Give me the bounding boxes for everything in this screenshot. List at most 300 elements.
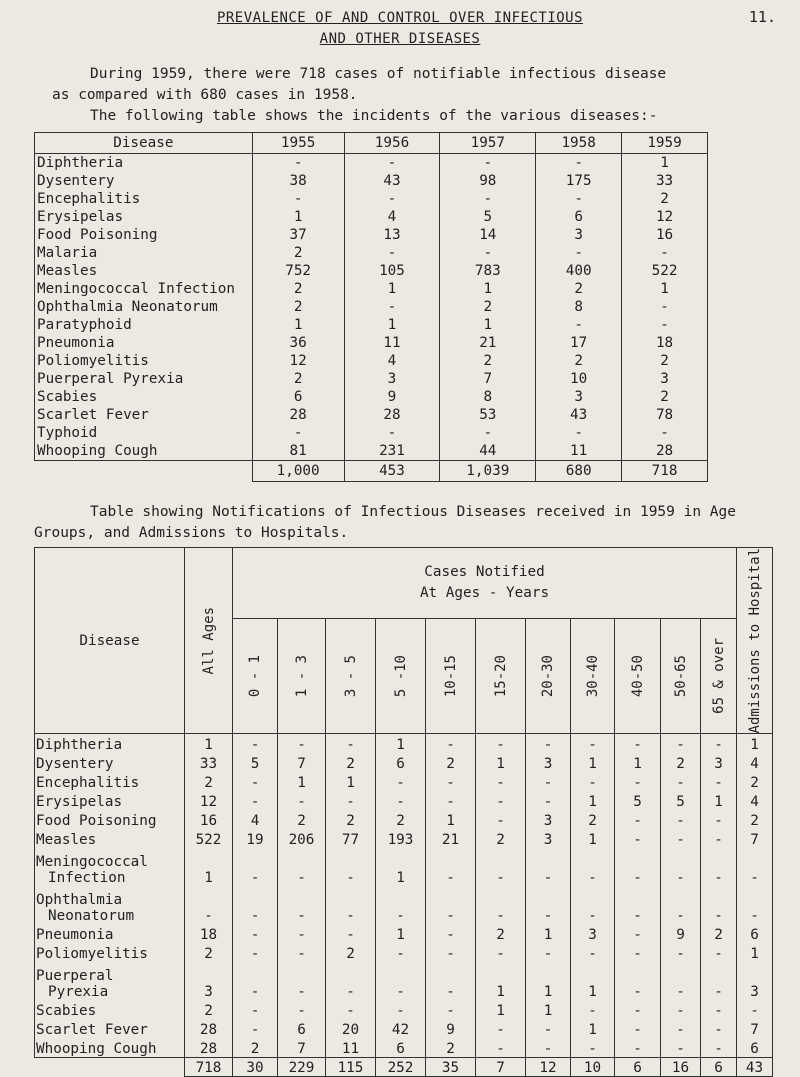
total-cell: 718 bbox=[622, 461, 708, 482]
table-row bbox=[35, 352, 708, 370]
table-cell: 193 bbox=[376, 829, 426, 848]
table-row bbox=[35, 334, 708, 352]
table-cell: - bbox=[476, 848, 526, 886]
table-cell: - bbox=[326, 734, 376, 754]
table-cell: - bbox=[615, 943, 661, 962]
table-cell: 3 bbox=[622, 370, 708, 388]
column-header: 1959 bbox=[622, 133, 708, 154]
table-cell: 3 bbox=[526, 829, 571, 848]
table-row bbox=[35, 172, 708, 190]
table-cell: - bbox=[278, 734, 326, 754]
table-cell: 1 bbox=[622, 280, 708, 298]
table-cell: 1 bbox=[571, 791, 615, 810]
table-cell: - bbox=[233, 886, 278, 924]
age-column-header: 3 - 5 bbox=[326, 618, 376, 734]
age-column-header: 15-20 bbox=[476, 618, 526, 734]
table-row bbox=[35, 298, 708, 316]
table-cell: - bbox=[344, 154, 440, 173]
table-cell: - bbox=[278, 962, 326, 1000]
table-cell: 1 bbox=[344, 280, 440, 298]
table-cell: 77 bbox=[326, 829, 376, 848]
table-cell: - bbox=[426, 943, 476, 962]
table-cell: 7 bbox=[737, 829, 773, 848]
disease-name: Dysentery bbox=[35, 172, 253, 190]
table-cell: 3 bbox=[526, 753, 571, 772]
table-cell: - bbox=[233, 1000, 278, 1019]
table-cell: 81 bbox=[252, 442, 344, 461]
table-cell: - bbox=[476, 791, 526, 810]
table-cell: - bbox=[476, 810, 526, 829]
disease-name: Puerperal Pyrexia bbox=[35, 962, 185, 1000]
table-cell: - bbox=[376, 772, 426, 791]
total-cell: 1,039 bbox=[440, 461, 536, 482]
table-cell: - bbox=[376, 962, 426, 1000]
table-cell: 2 bbox=[661, 753, 701, 772]
table-cell: - bbox=[615, 829, 661, 848]
table-cell: - bbox=[185, 886, 233, 924]
table-cell: 1 bbox=[185, 734, 233, 754]
table-cell: - bbox=[440, 424, 536, 442]
table-cell: 2 bbox=[252, 280, 344, 298]
table-cell: - bbox=[376, 886, 426, 924]
disease-name: Diphtheria bbox=[35, 154, 253, 173]
table-cell: 3 bbox=[526, 810, 571, 829]
table-cell: - bbox=[526, 791, 571, 810]
table-row bbox=[35, 280, 708, 298]
table-cell: 43 bbox=[344, 172, 440, 190]
page-title: PREVALENCE OF AND CONTROL OVER INFECTIOUS bbox=[216, 10, 584, 26]
table-cell: - bbox=[701, 829, 737, 848]
table-row bbox=[35, 753, 773, 772]
table-cell: 13 bbox=[344, 226, 440, 244]
table-row bbox=[35, 244, 708, 262]
table-cell: 1 bbox=[476, 753, 526, 772]
table-cell: - bbox=[615, 848, 661, 886]
disease-name: Ophthalmia Neonatorum bbox=[35, 298, 253, 316]
table-cell: - bbox=[278, 943, 326, 962]
table-cell: 11 bbox=[344, 334, 440, 352]
table-cell: - bbox=[526, 1019, 571, 1038]
disease-name: Encephalitis bbox=[35, 772, 185, 791]
table-cell: 12 bbox=[185, 791, 233, 810]
table-row bbox=[35, 226, 708, 244]
table-cell: - bbox=[426, 791, 476, 810]
table-cell: 2 bbox=[476, 829, 526, 848]
table-row bbox=[35, 1019, 773, 1038]
table-cell: 28 bbox=[622, 442, 708, 461]
table-cell: 2 bbox=[622, 352, 708, 370]
table-cell: 20 bbox=[326, 1019, 376, 1038]
table-cell: 1 bbox=[571, 753, 615, 772]
disease-name: Food Poisoning bbox=[35, 226, 253, 244]
table-cell: - bbox=[571, 848, 615, 886]
table-cell: - bbox=[233, 848, 278, 886]
table-cell: 7 bbox=[278, 1038, 326, 1058]
table-cell: - bbox=[571, 943, 615, 962]
table-cell: - bbox=[701, 772, 737, 791]
page-number: 11. bbox=[748, 8, 776, 26]
table-cell: 2 bbox=[326, 753, 376, 772]
table-cell: - bbox=[233, 1019, 278, 1038]
table-cell: 2 bbox=[326, 810, 376, 829]
table-cell: 2 bbox=[426, 1038, 476, 1058]
table-cell: - bbox=[326, 962, 376, 1000]
disease-name: Meningococcal Infection bbox=[35, 280, 253, 298]
table-cell: 1 bbox=[344, 316, 440, 334]
table-cell: - bbox=[278, 848, 326, 886]
table-cell: - bbox=[426, 924, 476, 943]
age-group-table bbox=[34, 547, 773, 1077]
table-cell: 1 bbox=[701, 791, 737, 810]
table-cell: 522 bbox=[622, 262, 708, 280]
table-cell: - bbox=[526, 886, 571, 924]
table-cell: 6 bbox=[252, 388, 344, 406]
disease-name: Pneumonia bbox=[35, 334, 253, 352]
table-cell: 2 bbox=[252, 298, 344, 316]
table-row bbox=[35, 154, 708, 173]
table-cell: 21 bbox=[440, 334, 536, 352]
table-cell: 9 bbox=[426, 1019, 476, 1038]
table-cell: - bbox=[326, 848, 376, 886]
table-cell: 16 bbox=[622, 226, 708, 244]
table-cell: - bbox=[344, 190, 440, 208]
column-header: Admissions to Hospital bbox=[737, 548, 773, 734]
disease-name: Measles bbox=[35, 829, 185, 848]
table-cell: 2 bbox=[278, 810, 326, 829]
table-cell: 16 bbox=[185, 810, 233, 829]
disease-name: Poliomyelitis bbox=[35, 352, 253, 370]
table-cell: - bbox=[536, 190, 622, 208]
table-cell: 1 bbox=[376, 924, 426, 943]
table-cell: 11 bbox=[536, 442, 622, 461]
age-column-header: 30-40 bbox=[571, 618, 615, 734]
table-cell: - bbox=[701, 848, 737, 886]
table-cell: 4 bbox=[737, 753, 773, 772]
column-header: 1958 bbox=[536, 133, 622, 154]
disease-name: Typhoid bbox=[35, 424, 253, 442]
table-cell: 1 bbox=[326, 772, 376, 791]
table-cell: - bbox=[344, 244, 440, 262]
table-cell: 28 bbox=[344, 406, 440, 424]
table-cell: 10 bbox=[536, 370, 622, 388]
table-cell: - bbox=[622, 424, 708, 442]
table-cell: 2 bbox=[622, 388, 708, 406]
table-cell: 2 bbox=[476, 924, 526, 943]
table-cell: - bbox=[233, 791, 278, 810]
intro-paragraph-line-2: as compared with 680 cases in 1958. bbox=[52, 87, 358, 103]
table-cell: 400 bbox=[536, 262, 622, 280]
table-cell: 36 bbox=[252, 334, 344, 352]
table-cell: - bbox=[526, 848, 571, 886]
table-cell: 2 bbox=[185, 772, 233, 791]
age-column-header: 40-50 bbox=[615, 618, 661, 734]
table-cell: - bbox=[526, 772, 571, 791]
disease-name: Measles bbox=[35, 262, 253, 280]
table-cell: 1 bbox=[476, 962, 526, 1000]
table-cell: 1 bbox=[571, 1019, 615, 1038]
table-cell: 6 bbox=[376, 1038, 426, 1058]
table-cell: 783 bbox=[440, 262, 536, 280]
disease-name: Puerperal Pyrexia bbox=[35, 370, 253, 388]
age-column-header: 50-65 bbox=[661, 618, 701, 734]
table-row bbox=[35, 208, 708, 226]
table-cell: - bbox=[661, 1000, 701, 1019]
table-cell: 175 bbox=[536, 172, 622, 190]
table-cell: 2 bbox=[440, 352, 536, 370]
age-column-header: 20-30 bbox=[526, 618, 571, 734]
age-column-header: 65 & over bbox=[701, 618, 737, 734]
table-row bbox=[35, 791, 773, 810]
table-cell: - bbox=[661, 943, 701, 962]
table-cell: 38 bbox=[252, 172, 344, 190]
table-cell: - bbox=[278, 791, 326, 810]
table-cell: 2 bbox=[252, 370, 344, 388]
table-cell: 12 bbox=[622, 208, 708, 226]
table-cell: - bbox=[344, 298, 440, 316]
table-cell: 2 bbox=[426, 753, 476, 772]
age-table-caption: Table showing Notifications of Infectious Diseases received in 1959 in Age Groups, and Admissions to Hospitals. bbox=[34, 504, 737, 541]
table-cell: 1 bbox=[622, 154, 708, 173]
table-cell: 2 bbox=[185, 1000, 233, 1019]
totals-label bbox=[35, 1058, 185, 1077]
table-cell: 6 bbox=[737, 924, 773, 943]
table-cell: 28 bbox=[252, 406, 344, 424]
table-cell: - bbox=[326, 1000, 376, 1019]
table-cell: 2 bbox=[571, 810, 615, 829]
disease-name: Malaria bbox=[35, 244, 253, 262]
disease-name: Paratyphoid bbox=[35, 316, 253, 334]
table-cell: - bbox=[426, 734, 476, 754]
table-cell: - bbox=[571, 772, 615, 791]
table-cell: 2 bbox=[326, 943, 376, 962]
table-cell: - bbox=[661, 962, 701, 1000]
age-column-header: 1 - 3 bbox=[278, 618, 326, 734]
table-row bbox=[35, 262, 708, 280]
table-cell: - bbox=[701, 734, 737, 754]
total-cell: 229 bbox=[278, 1058, 326, 1077]
table-cell: - bbox=[440, 244, 536, 262]
table-cell: - bbox=[326, 886, 376, 924]
table-cell: 3 bbox=[701, 753, 737, 772]
age-column-header: 5 -10 bbox=[376, 618, 426, 734]
age-column-header: 0 - 1 bbox=[233, 618, 278, 734]
table-cell: - bbox=[376, 943, 426, 962]
table-cell: 5 bbox=[440, 208, 536, 226]
table-cell: 2 bbox=[536, 352, 622, 370]
table-cell: - bbox=[233, 734, 278, 754]
table-cell: 3 bbox=[737, 962, 773, 1000]
table-row bbox=[35, 848, 773, 886]
table-cell: 28 bbox=[185, 1038, 233, 1058]
table-cell: 1 bbox=[426, 810, 476, 829]
table-cell: - bbox=[376, 791, 426, 810]
table-cell: - bbox=[426, 962, 476, 1000]
total-cell: 115 bbox=[326, 1058, 376, 1077]
disease-name: Erysipelas bbox=[35, 208, 253, 226]
table-cell: - bbox=[571, 1038, 615, 1058]
column-header: 1955 bbox=[252, 133, 344, 154]
total-cell: 10 bbox=[571, 1058, 615, 1077]
table-cell: - bbox=[571, 886, 615, 924]
table-cell: 4 bbox=[344, 208, 440, 226]
table-cell: - bbox=[701, 1019, 737, 1038]
table-cell: - bbox=[622, 244, 708, 262]
table-cell: - bbox=[278, 1000, 326, 1019]
table-cell: - bbox=[376, 1000, 426, 1019]
table-row bbox=[35, 370, 708, 388]
table-cell: 2 bbox=[737, 810, 773, 829]
table-header-row bbox=[35, 133, 708, 154]
table-cell: - bbox=[526, 943, 571, 962]
disease-name: Ophthalmia Neonatorum bbox=[35, 886, 185, 924]
table-cell: 5 bbox=[615, 791, 661, 810]
table-cell: 28 bbox=[185, 1019, 233, 1038]
table-cell: 6 bbox=[536, 208, 622, 226]
disease-name: Scabies bbox=[35, 1000, 185, 1019]
table-cell: 5 bbox=[233, 753, 278, 772]
table-cell: 1 bbox=[376, 734, 426, 754]
total-cell: 453 bbox=[344, 461, 440, 482]
table-cell: 12 bbox=[252, 352, 344, 370]
table-cell: - bbox=[615, 734, 661, 754]
table-cell: 98 bbox=[440, 172, 536, 190]
table-cell: 5 bbox=[661, 791, 701, 810]
table-cell: 1 bbox=[185, 848, 233, 886]
total-cell: 30 bbox=[233, 1058, 278, 1077]
table-cell: 19 bbox=[233, 829, 278, 848]
table-cell: 8 bbox=[440, 388, 536, 406]
table-cell: 2 bbox=[252, 244, 344, 262]
table-cell: 3 bbox=[536, 226, 622, 244]
table-row bbox=[35, 962, 773, 1000]
table-cell: 37 bbox=[252, 226, 344, 244]
table-cell: - bbox=[615, 1019, 661, 1038]
table-cell: 78 bbox=[622, 406, 708, 424]
table-cell: 6 bbox=[376, 753, 426, 772]
table-cell: - bbox=[661, 829, 701, 848]
table-cell: - bbox=[426, 848, 476, 886]
total-cell: 6 bbox=[701, 1058, 737, 1077]
table-row bbox=[35, 388, 708, 406]
table-cell: 21 bbox=[426, 829, 476, 848]
total-cell: 12 bbox=[526, 1058, 571, 1077]
table-cell: - bbox=[622, 298, 708, 316]
table-cell: - bbox=[615, 886, 661, 924]
intro-paragraph-line-1: During 1959, there were 718 cases of notifiable infectious disease bbox=[90, 66, 667, 82]
table-cell: 4 bbox=[344, 352, 440, 370]
table-cell: 7 bbox=[278, 753, 326, 772]
table-cell: - bbox=[615, 1038, 661, 1058]
table-cell: - bbox=[252, 424, 344, 442]
table-cell: 6 bbox=[278, 1019, 326, 1038]
table-cell: 18 bbox=[622, 334, 708, 352]
group-header: Cases Notified At Ages - Years bbox=[233, 548, 737, 619]
table-cell: 1 bbox=[526, 1000, 571, 1019]
table-cell: - bbox=[615, 962, 661, 1000]
table-cell: - bbox=[536, 316, 622, 334]
column-header: 1956 bbox=[344, 133, 440, 154]
table-cell: - bbox=[661, 1019, 701, 1038]
table-row bbox=[35, 886, 773, 924]
table-cell: - bbox=[326, 924, 376, 943]
table-cell: 522 bbox=[185, 829, 233, 848]
table-cell: - bbox=[233, 962, 278, 1000]
table-cell: - bbox=[737, 886, 773, 924]
table-row bbox=[35, 734, 773, 754]
table-cell: 1 bbox=[252, 316, 344, 334]
table-cell: 17 bbox=[536, 334, 622, 352]
table-cell: 44 bbox=[440, 442, 536, 461]
table-cell: - bbox=[476, 943, 526, 962]
table-cell: 2 bbox=[536, 280, 622, 298]
table-cell: 18 bbox=[185, 924, 233, 943]
table-cell: - bbox=[701, 886, 737, 924]
table-row bbox=[35, 943, 773, 962]
table-row bbox=[35, 1038, 773, 1058]
disease-name: Scarlet Fever bbox=[35, 1019, 185, 1038]
disease-name: Encephalitis bbox=[35, 190, 253, 208]
table-cell: 1 bbox=[615, 753, 661, 772]
table-cell: - bbox=[440, 190, 536, 208]
total-cell: 43 bbox=[737, 1058, 773, 1077]
disease-name: Pneumonia bbox=[35, 924, 185, 943]
table-row bbox=[35, 924, 773, 943]
table-cell: 1 bbox=[737, 734, 773, 754]
disease-name: Food Poisoning bbox=[35, 810, 185, 829]
table-cell: - bbox=[476, 1038, 526, 1058]
table-cell: - bbox=[526, 734, 571, 754]
column-header: Disease bbox=[35, 548, 185, 734]
table-cell: 1 bbox=[571, 962, 615, 1000]
table-cell: - bbox=[476, 772, 526, 791]
table-cell: 2 bbox=[737, 772, 773, 791]
table-cell: - bbox=[426, 772, 476, 791]
table-cell: 2 bbox=[440, 298, 536, 316]
table-cell: 206 bbox=[278, 829, 326, 848]
table-cell: 33 bbox=[185, 753, 233, 772]
total-cell: 718 bbox=[185, 1058, 233, 1077]
table-cell: - bbox=[701, 1000, 737, 1019]
table-row bbox=[35, 424, 708, 442]
table-cell: 105 bbox=[344, 262, 440, 280]
table-cell: - bbox=[661, 734, 701, 754]
table-cell: - bbox=[252, 190, 344, 208]
table-cell: - bbox=[426, 886, 476, 924]
table-cell: 3 bbox=[344, 370, 440, 388]
table-cell: 2 bbox=[233, 1038, 278, 1058]
table-cell: - bbox=[661, 886, 701, 924]
table-row bbox=[35, 1000, 773, 1019]
table-cell: 53 bbox=[440, 406, 536, 424]
table-cell: 1 bbox=[252, 208, 344, 226]
disease-name: Erysipelas bbox=[35, 791, 185, 810]
table-row bbox=[35, 810, 773, 829]
column-header: All Ages bbox=[185, 548, 233, 734]
table-cell: - bbox=[278, 886, 326, 924]
table-cell: - bbox=[440, 154, 536, 173]
table-cell: - bbox=[476, 1019, 526, 1038]
table-cell: - bbox=[701, 962, 737, 1000]
table-cell: 2 bbox=[185, 943, 233, 962]
table-cell: - bbox=[326, 791, 376, 810]
table-row bbox=[35, 829, 773, 848]
table-cell: - bbox=[701, 943, 737, 962]
table-cell: 1 bbox=[476, 1000, 526, 1019]
table-row bbox=[35, 406, 708, 424]
column-header: Disease bbox=[35, 133, 253, 154]
table-cell: - bbox=[622, 316, 708, 334]
yearly-incidence-table bbox=[34, 132, 708, 482]
